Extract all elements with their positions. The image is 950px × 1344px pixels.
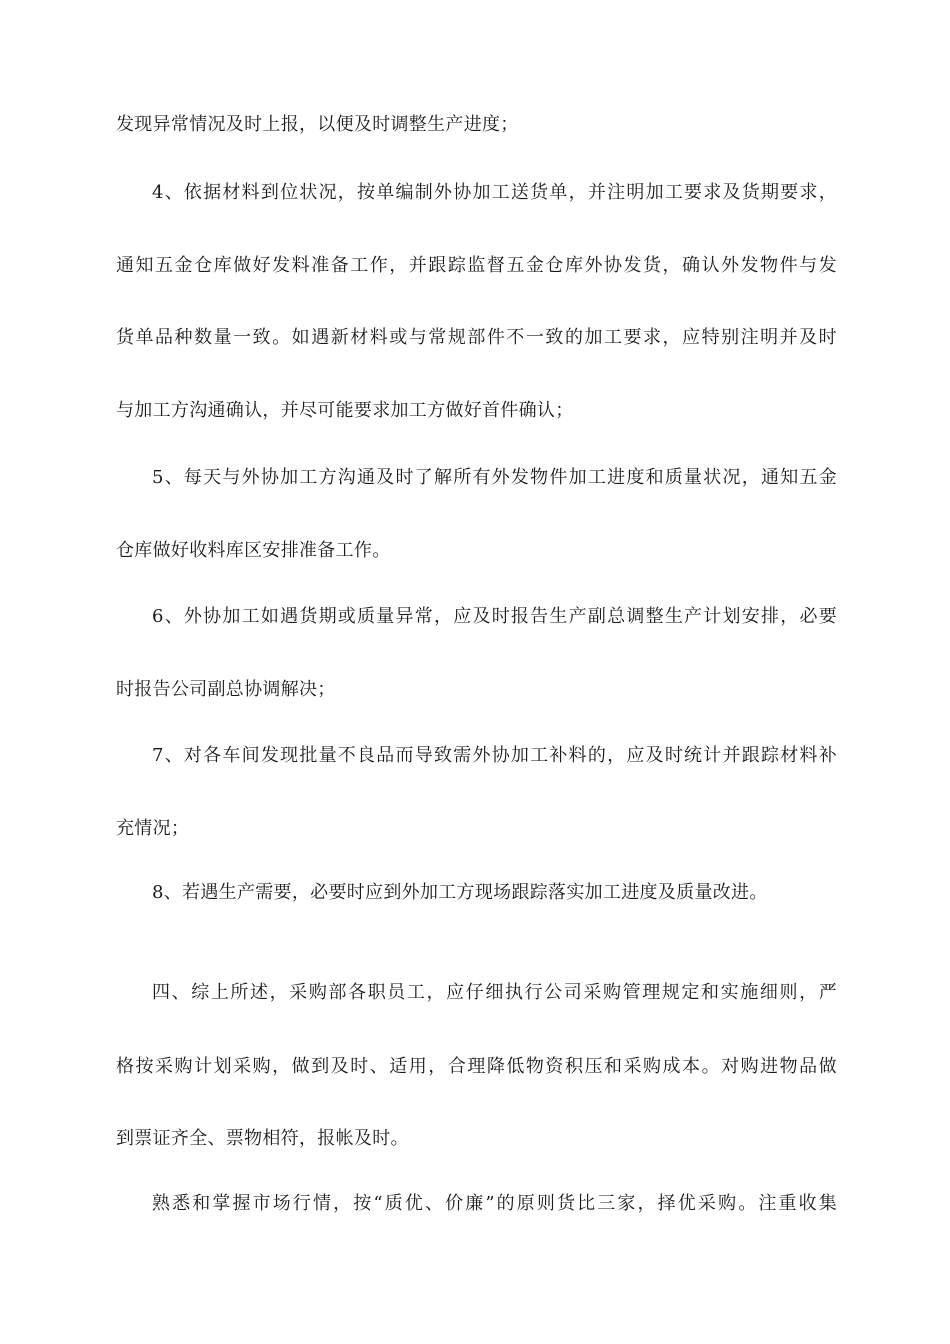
text-line: 4、依据材料到位状况，按单编制外协加工送货单，并注明加工要求及货期要求， — [152, 182, 837, 203]
text-line: 6、外协加工如遇货期或质量异常，应及时报告生产副总调整生产计划安排，必要 — [152, 606, 837, 627]
text-line: 时报告公司副总协调解决； — [116, 679, 336, 700]
text-line: 格按采购计划采购，做到及时、适用，合理降低物资积压和采购成本。对购进物品做 — [116, 1056, 837, 1077]
text-line: 7、对各车间发现批量不良品而导致需外协加工补料的，应及时统计并跟踪材料补 — [152, 745, 837, 766]
text-line: 与加工方沟通确认，并尽可能要求加工方做好首件确认； — [116, 400, 574, 421]
text-line: 四、综上所述，采购部各职员工，应仔细执行公司采购管理规定和实施细则，严 — [152, 982, 837, 1003]
text-line: 货单品种数量一致。如遇新材料或与常规部件不一致的加工要求，应特别注明并及时 — [116, 327, 837, 348]
text-line: 充情况； — [116, 818, 190, 839]
text-line: 熟悉和掌握市场行情，按“质优、价廉”的原则货比三家，择优采购。注重收集 — [152, 1193, 837, 1214]
text-line: 通知五金仓库做好发料准备工作，并跟踪监督五金仓库外协发货，确认外发物件与发 — [116, 255, 837, 276]
text-line: 仓库做好收料库区安排准备工作。 — [116, 540, 391, 561]
text-line: 5、每天与外协加工方沟通及时了解所有外发物件加工进度和质量状况，通知五金 — [152, 467, 837, 488]
text-line: 8、若遇生产需要，必要时应到外加工方现场跟踪落实加工进度及质量改进。 — [152, 882, 768, 903]
text-line: 发现异常情况及时上报，以便及时调整生产进度； — [116, 114, 519, 135]
text-line: 到票证齐全、票物相符，报帐及时。 — [116, 1128, 409, 1149]
